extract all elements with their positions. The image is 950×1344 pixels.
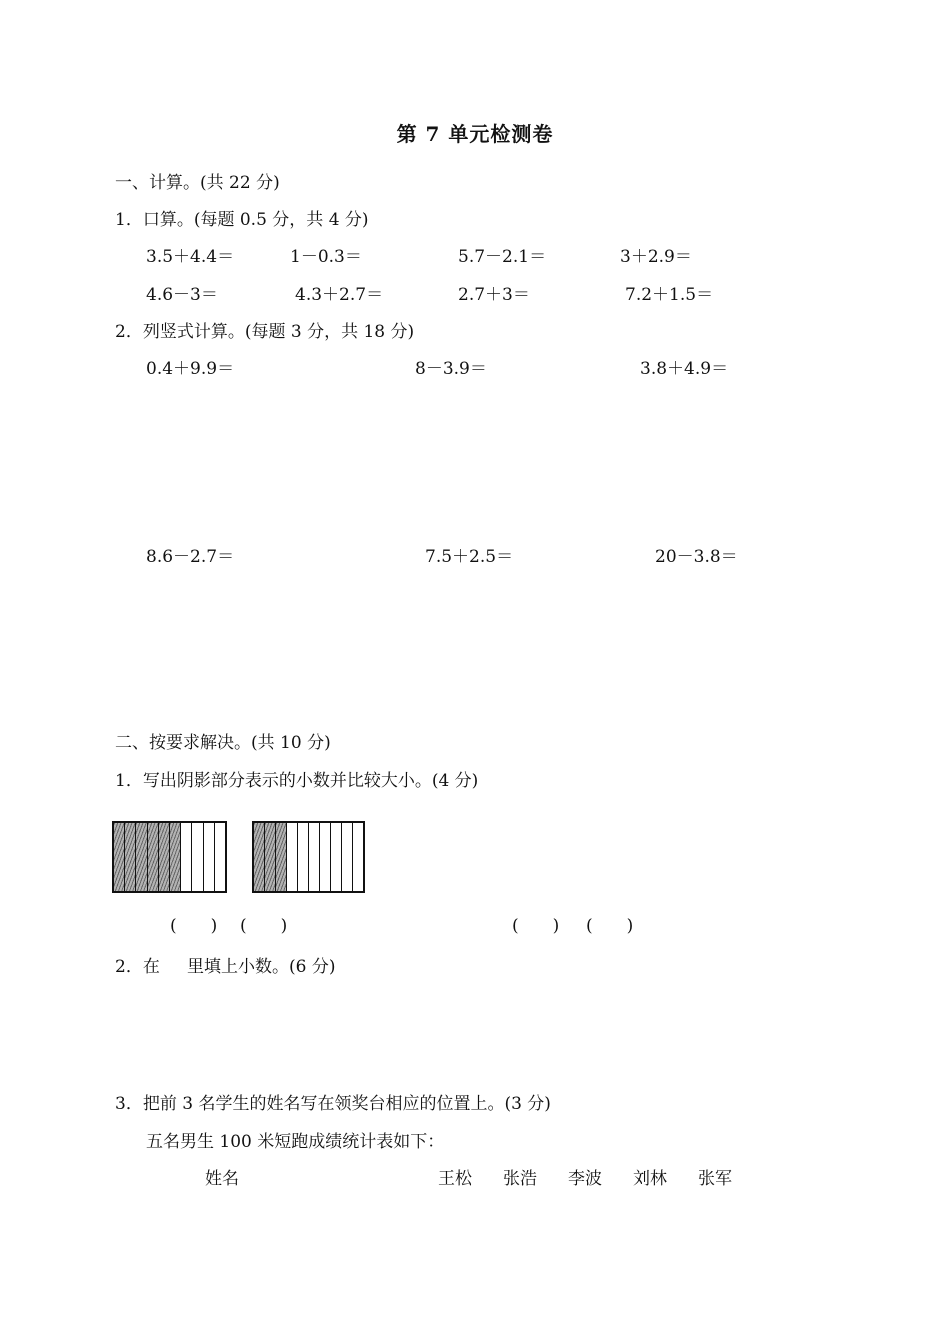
table-intro-text: 五名男生 100 米短跑成绩统计表如下： bbox=[146, 1132, 445, 1152]
page-title: 第 7 单元检测卷 bbox=[396, 122, 554, 146]
question-2-3-label: 3．把前 3 名学生的姓名写在领奖台相应的位置上。(3 分) bbox=[115, 1094, 551, 1114]
unshaded-strip bbox=[192, 823, 203, 891]
unshaded-strip bbox=[353, 823, 363, 891]
section-2-heading: 二、按要求解决。(共 10 分) bbox=[115, 733, 331, 753]
question-1-1-label: 1．口算。(每题 0.5 分，共 4 分) bbox=[115, 210, 369, 230]
table-header-name: 姓名 bbox=[205, 1169, 239, 1189]
shaded-strip bbox=[159, 823, 170, 891]
question-2-2-label-end: 里填上小数。(6 分) bbox=[187, 957, 336, 977]
answer-blank[interactable]: ( ) bbox=[586, 916, 634, 936]
oral-calc-item: 3.5＋4.4＝ bbox=[146, 247, 235, 267]
question-2-1-label: 1．写出阴影部分表示的小数并比较大小。(4 分) bbox=[115, 771, 479, 791]
student-name-cell: 李波 bbox=[568, 1169, 602, 1189]
answer-blank[interactable]: ( ) bbox=[240, 916, 288, 936]
shaded-strip bbox=[265, 823, 276, 891]
oral-calc-item: 4.3＋2.7＝ bbox=[295, 285, 384, 305]
oral-calc-item: 7.2＋1.5＝ bbox=[625, 285, 714, 305]
shaded-strip bbox=[114, 823, 125, 891]
vertical-calc-item: 3.8＋4.9＝ bbox=[640, 359, 729, 379]
shaded-strip bbox=[170, 823, 181, 891]
question-1-2-label: 2．列竖式计算。(每题 3 分，共 18 分) bbox=[115, 322, 415, 342]
student-name-cell: 王松 bbox=[438, 1169, 472, 1189]
shaded-strip bbox=[254, 823, 265, 891]
decimal-strip-figure-left bbox=[112, 821, 227, 893]
answer-blank[interactable]: ( ) bbox=[512, 916, 560, 936]
oral-calc-item: 1－0.3＝ bbox=[290, 247, 362, 267]
vertical-calc-item: 7.5＋2.5＝ bbox=[425, 547, 514, 567]
shaded-strip bbox=[125, 823, 136, 891]
shaded-strip bbox=[148, 823, 159, 891]
student-name-cell: 刘林 bbox=[633, 1169, 667, 1189]
unshaded-strip bbox=[331, 823, 342, 891]
student-name-cell: 张浩 bbox=[503, 1169, 537, 1189]
question-2-2-label-start: 2．在 bbox=[115, 957, 160, 977]
oral-calc-item: 5.7－2.1＝ bbox=[458, 247, 547, 267]
unshaded-strip bbox=[342, 823, 353, 891]
unshaded-strip bbox=[287, 823, 298, 891]
student-name-cell: 张军 bbox=[698, 1169, 732, 1189]
vertical-calc-item: 8－3.9＝ bbox=[415, 359, 487, 379]
unshaded-strip bbox=[215, 823, 225, 891]
decimal-strip-figure-right bbox=[252, 821, 365, 893]
oral-calc-item: 4.6－3＝ bbox=[146, 285, 218, 305]
shaded-strip bbox=[276, 823, 287, 891]
unshaded-strip bbox=[309, 823, 320, 891]
oral-calc-item: 2.7＋3＝ bbox=[458, 285, 530, 305]
oral-calc-item: 3＋2.9＝ bbox=[620, 247, 692, 267]
unshaded-strip bbox=[181, 823, 192, 891]
unshaded-strip bbox=[298, 823, 309, 891]
shaded-strip bbox=[136, 823, 147, 891]
vertical-calc-item: 20－3.8＝ bbox=[655, 547, 738, 567]
unshaded-strip bbox=[320, 823, 331, 891]
section-1-heading: 一、计算。(共 22 分) bbox=[115, 173, 280, 193]
vertical-calc-item: 8.6－2.7＝ bbox=[146, 547, 235, 567]
answer-blank[interactable]: ( ) bbox=[170, 916, 218, 936]
unshaded-strip bbox=[204, 823, 215, 891]
vertical-calc-item: 0.4＋9.9＝ bbox=[146, 359, 235, 379]
